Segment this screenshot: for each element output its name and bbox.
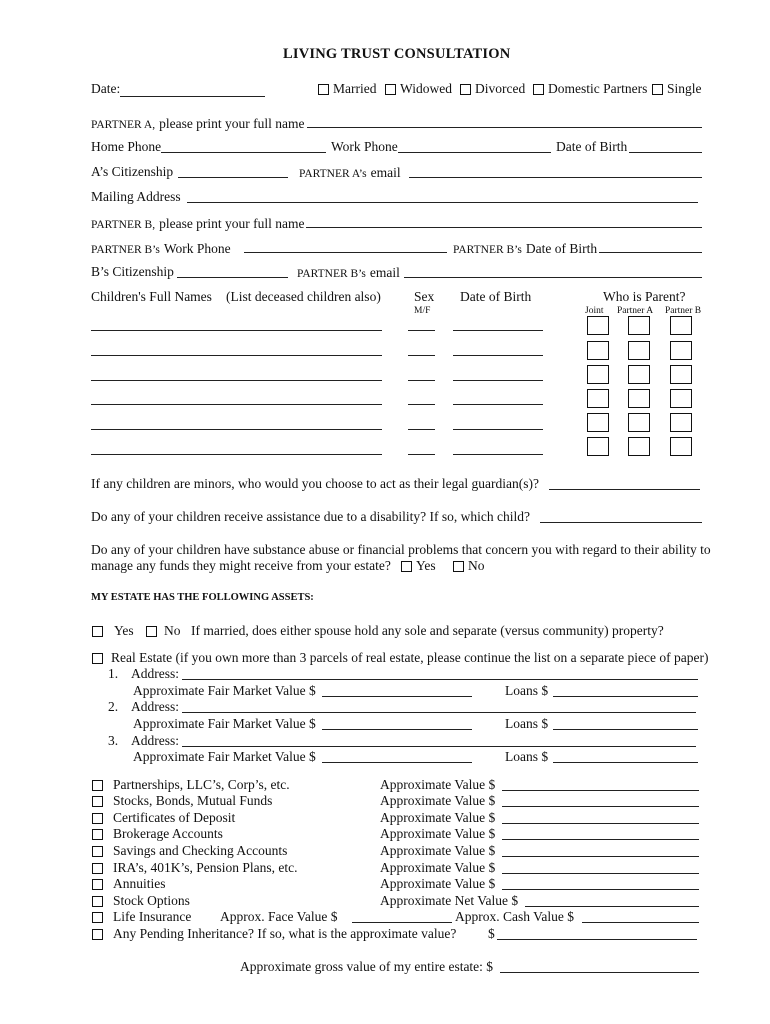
- partnerships-label: Partnerships, LLC’s, Corp’s, etc.: [113, 777, 290, 792]
- b-citizenship-label: B’s Citizenship: [91, 264, 174, 279]
- child-partner-a-checkbox[interactable]: [628, 437, 650, 456]
- a-citizenship-label: A’s Citizenship: [91, 164, 174, 179]
- child-name-field[interactable]: [91, 429, 382, 430]
- stocks-value-label: Approximate Value $: [380, 793, 496, 808]
- fmv-3-field[interactable]: [322, 762, 472, 763]
- address-2-number: 2.: [108, 699, 119, 714]
- stocks-checkbox[interactable]: [92, 796, 103, 807]
- address-1-field[interactable]: [182, 679, 698, 680]
- fmv-3-label: Approximate Fair Market Value $: [133, 749, 316, 764]
- child-dob-field[interactable]: [453, 330, 543, 331]
- face-value-label: Approx. Face Value $: [220, 909, 338, 924]
- child-name-field[interactable]: [91, 355, 382, 356]
- separate-no-checkbox[interactable]: [146, 626, 157, 637]
- child-dob-field[interactable]: [453, 429, 543, 430]
- annuities-value-field[interactable]: [502, 889, 699, 890]
- children-deceased-header: (List deceased children also): [226, 289, 381, 304]
- partner-a-name-label: PARTNER A, please print your full name: [91, 116, 305, 131]
- loans-2-label: Loans $: [505, 716, 549, 731]
- address-3-field[interactable]: [182, 746, 696, 747]
- children-mf-header: M/F: [414, 306, 431, 316]
- address-3-number: 3.: [108, 733, 119, 748]
- children-dob-header: Date of Birth: [460, 289, 532, 304]
- child-name-field[interactable]: [91, 330, 382, 331]
- partnerships-value-field[interactable]: [502, 790, 699, 791]
- partnerships-checkbox[interactable]: [92, 780, 103, 791]
- ira-label: IRA’s, 401K’s, Pension Plans, etc.: [113, 860, 298, 875]
- widowed-checkbox[interactable]: [385, 84, 396, 95]
- partner-a-name-field[interactable]: [307, 127, 702, 128]
- partner-a-dob-label: Date of Birth: [556, 139, 628, 154]
- loans-3-label: Loans $: [505, 749, 549, 764]
- substance-yes-checkbox[interactable]: [401, 561, 412, 572]
- loans-3-field[interactable]: [553, 762, 698, 763]
- child-joint-checkbox[interactable]: [587, 413, 609, 432]
- b-citizenship-field[interactable]: [177, 277, 288, 278]
- annuities-value-label: Approximate Value $: [380, 876, 496, 891]
- date-field[interactable]: [120, 96, 265, 97]
- disability-question: Do any of your children receive assistance due to a disability? If so, which child?: [91, 509, 530, 524]
- child-partner-a-checkbox[interactable]: [628, 365, 650, 384]
- child-name-field[interactable]: [91, 454, 382, 455]
- child-partner-a-checkbox[interactable]: [628, 389, 650, 408]
- separate-no-label: No: [164, 623, 181, 638]
- inheritance-label: Any Pending Inheritance? If so, what is the approximate value?: [113, 926, 457, 941]
- cash-value-label: Approx. Cash Value $: [455, 909, 574, 924]
- inheritance-checkbox[interactable]: [92, 929, 103, 940]
- child-dob-field[interactable]: [453, 404, 543, 405]
- divorced-label: Divorced: [475, 81, 526, 96]
- real-estate-checkbox[interactable]: [92, 653, 103, 664]
- child-partner-b-checkbox[interactable]: [670, 389, 692, 408]
- inheritance-value-field[interactable]: [497, 939, 697, 940]
- brokerage-label: Brokerage Accounts: [113, 826, 223, 841]
- parent-col-joint: Joint: [585, 306, 604, 316]
- loans-1-label: Loans $: [505, 683, 549, 698]
- fmv-2-label: Approximate Fair Market Value $: [133, 716, 316, 731]
- child-partner-a-checkbox[interactable]: [628, 341, 650, 360]
- partner-b-dob-field[interactable]: [599, 252, 702, 253]
- cash-value-field[interactable]: [582, 922, 699, 923]
- child-partner-a-checkbox[interactable]: [628, 413, 650, 432]
- assets-heading: MY ESTATE HAS THE FOLLOWING ASSETS:: [91, 592, 314, 603]
- work-phone-field[interactable]: [398, 152, 551, 153]
- fmv-1-label: Approximate Fair Market Value $: [133, 683, 316, 698]
- child-dob-field[interactable]: [453, 454, 543, 455]
- face-value-field[interactable]: [352, 922, 452, 923]
- substance-question-line2: manage any funds they might receive from your estate?: [91, 558, 391, 573]
- child-sex-field[interactable]: [408, 454, 435, 455]
- guardian-question: If any children are minors, who would you choose to act as their legal guardian(s)?: [91, 476, 539, 491]
- child-joint-checkbox[interactable]: [587, 365, 609, 384]
- stock-options-value-label: Approximate Net Value $: [380, 893, 519, 908]
- address-2-field[interactable]: [182, 712, 696, 713]
- partner-a-email-label: PARTNER A’s email: [299, 165, 401, 180]
- child-joint-checkbox[interactable]: [587, 437, 609, 456]
- gross-value-label: Approximate gross value of my entire estate: $: [240, 959, 494, 974]
- cd-value-label: Approximate Value $: [380, 810, 496, 825]
- brokerage-checkbox[interactable]: [92, 829, 103, 840]
- partner-b-email-field[interactable]: [404, 277, 702, 278]
- life-insurance-checkbox[interactable]: [92, 912, 103, 923]
- fmv-2-field[interactable]: [322, 729, 472, 730]
- single-label: Single: [667, 81, 702, 96]
- substance-yes-label: Yes: [416, 558, 436, 573]
- child-name-field[interactable]: [91, 380, 382, 381]
- child-joint-checkbox[interactable]: [587, 389, 609, 408]
- stocks-value-field[interactable]: [502, 806, 699, 807]
- child-sex-field[interactable]: [408, 380, 435, 381]
- a-citizenship-field[interactable]: [178, 177, 288, 178]
- mailing-address-field[interactable]: [187, 202, 698, 203]
- address-1-number: 1.: [108, 666, 119, 681]
- ira-checkbox[interactable]: [92, 863, 103, 874]
- gross-value-field[interactable]: [500, 972, 699, 973]
- separate-yes-label: Yes: [114, 623, 134, 638]
- brokerage-value-label: Approximate Value $: [380, 826, 496, 841]
- fmv-1-field[interactable]: [322, 696, 472, 697]
- partner-b-work-phone-label: PARTNER B’s Work Phone: [91, 241, 231, 256]
- inheritance-dollar: $: [488, 926, 495, 941]
- cd-value-field[interactable]: [502, 823, 699, 824]
- real-estate-label: Real Estate (if you own more than 3 parcels of real estate, please continue the list on a separate piece of paper): [111, 650, 709, 665]
- mailing-address-label: Mailing Address: [91, 189, 181, 204]
- annuities-checkbox[interactable]: [92, 879, 103, 890]
- child-partner-b-checkbox[interactable]: [670, 341, 692, 360]
- child-dob-field[interactable]: [453, 380, 543, 381]
- guardian-field[interactable]: [549, 489, 700, 490]
- stocks-label: Stocks, Bonds, Mutual Funds: [113, 793, 273, 808]
- stock-options-checkbox[interactable]: [92, 896, 103, 907]
- work-phone-label: Work Phone: [331, 139, 398, 154]
- partner-b-email-label: PARTNER B’s email: [297, 265, 400, 280]
- ira-value-field[interactable]: [502, 873, 699, 874]
- cd-checkbox[interactable]: [92, 813, 103, 824]
- married-label: Married: [333, 81, 377, 96]
- savings-checkbox[interactable]: [92, 846, 103, 857]
- divorced-checkbox[interactable]: [460, 84, 471, 95]
- children-sex-header: Sex: [414, 289, 435, 304]
- child-joint-checkbox[interactable]: [587, 316, 609, 335]
- child-partner-b-checkbox[interactable]: [670, 316, 692, 335]
- loans-1-field[interactable]: [553, 696, 698, 697]
- home-phone-label: Home Phone: [91, 139, 162, 154]
- children-names-header: Children's Full Names: [91, 289, 212, 304]
- domestic-partners-label: Domestic Partners: [548, 81, 648, 96]
- single-checkbox[interactable]: [652, 84, 663, 95]
- child-partner-a-checkbox[interactable]: [628, 316, 650, 335]
- domestic-partners-checkbox[interactable]: [533, 84, 544, 95]
- who-is-parent-header: Who is Parent?: [603, 289, 686, 304]
- parent-col-partner-a: Partner A: [617, 306, 654, 316]
- home-phone-field[interactable]: [161, 152, 326, 153]
- ira-value-label: Approximate Value $: [380, 860, 496, 875]
- page-title: LIVING TRUST CONSULTATION: [283, 46, 511, 62]
- substance-no-checkbox[interactable]: [453, 561, 464, 572]
- partner-b-work-phone-field[interactable]: [244, 252, 447, 253]
- child-joint-checkbox[interactable]: [587, 341, 609, 360]
- date-label: Date:: [91, 81, 121, 96]
- stock-options-value-field[interactable]: [525, 906, 699, 907]
- loans-2-field[interactable]: [553, 729, 698, 730]
- widowed-label: Widowed: [400, 81, 452, 96]
- partner-b-dob-label: PARTNER B’s Date of Birth: [453, 241, 598, 256]
- separate-yes-checkbox[interactable]: [92, 626, 103, 637]
- partner-b-name-field[interactable]: [306, 227, 702, 228]
- brokerage-value-field[interactable]: [502, 839, 699, 840]
- savings-value-label: Approximate Value $: [380, 843, 496, 858]
- child-sex-field[interactable]: [408, 429, 435, 430]
- child-partner-b-checkbox[interactable]: [670, 365, 692, 384]
- child-name-field[interactable]: [91, 404, 382, 405]
- life-insurance-label: Life Insurance: [113, 909, 192, 924]
- partner-a-dob-field[interactable]: [629, 152, 702, 153]
- child-dob-field[interactable]: [453, 355, 543, 356]
- address-1-label: Address:: [131, 666, 179, 681]
- married-checkbox[interactable]: [318, 84, 329, 95]
- cd-label: Certificates of Deposit: [113, 810, 236, 825]
- disability-field[interactable]: [540, 522, 702, 523]
- annuities-label: Annuities: [113, 876, 166, 891]
- partner-b-name-label: PARTNER B, please print your full name: [91, 216, 305, 231]
- child-sex-field[interactable]: [408, 355, 435, 356]
- substance-question-line1: Do any of your children have substance abuse or financial problems that concern you with regard to their ability to: [91, 542, 711, 557]
- address-3-label: Address:: [131, 733, 179, 748]
- child-sex-field[interactable]: [408, 330, 435, 331]
- savings-value-field[interactable]: [502, 856, 699, 857]
- stock-options-label: Stock Options: [113, 893, 190, 908]
- address-2-label: Address:: [131, 699, 179, 714]
- parent-col-partner-b: Partner B: [665, 306, 702, 316]
- child-partner-b-checkbox[interactable]: [670, 437, 692, 456]
- child-sex-field[interactable]: [408, 404, 435, 405]
- substance-no-label: No: [468, 558, 485, 573]
- partnerships-value-label: Approximate Value $: [380, 777, 496, 792]
- savings-label: Savings and Checking Accounts: [113, 843, 288, 858]
- child-partner-b-checkbox[interactable]: [670, 413, 692, 432]
- partner-a-email-field[interactable]: [409, 177, 702, 178]
- separate-property-question: If married, does either spouse hold any sole and separate (versus community) property?: [191, 623, 664, 638]
